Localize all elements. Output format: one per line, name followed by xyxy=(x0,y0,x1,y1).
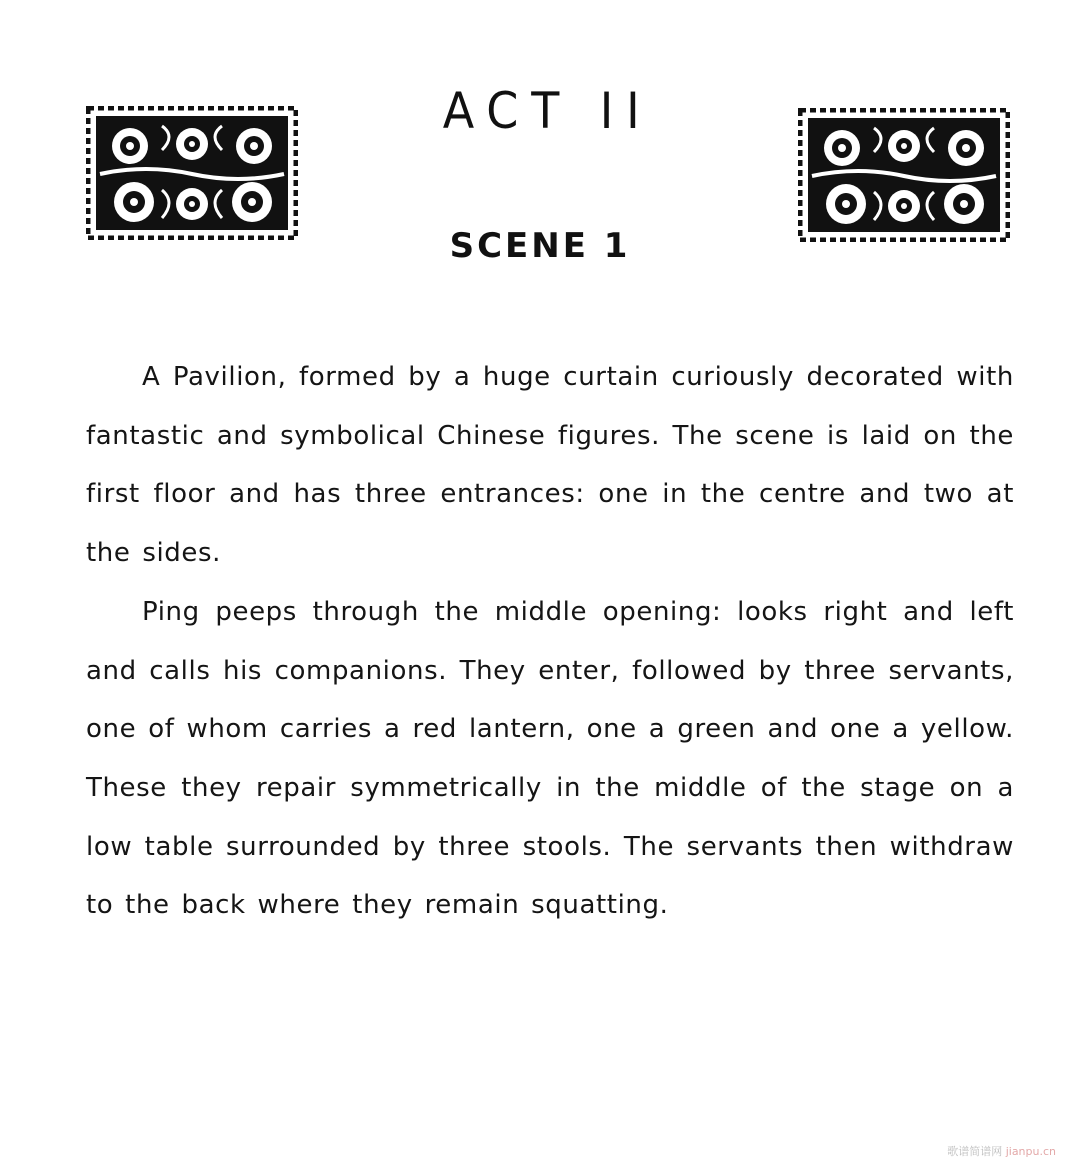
site-watermark xyxy=(947,1143,1056,1159)
act-title: ACT II xyxy=(442,82,653,140)
stage-directions xyxy=(86,348,1014,935)
watermark-site-name: 歌谱简谱网 xyxy=(947,1145,1003,1158)
paragraph-pavilion: A Pavilion, formed by a huge curtain curiously decorated with fantastic and symbolical Chinese figures. The scene is laid on the first floor and has three entrances: one in the centre and two at the sides. xyxy=(86,362,1014,569)
watermark-url: jianpu.cn xyxy=(1005,1145,1056,1158)
paragraph-ping-enters: Ping peeps through the middle opening: looks right and left and calls his companions. They enter, followed by three servants, one of whom carries a red lantern, one a green and one a yellow. These they repair symmetrically in the middle of the stage on a low table surrounded by three stools. The servants then withdraw to the back where they remain squatting. xyxy=(86,596,1014,921)
scene-title: SCENE 1 xyxy=(449,226,631,266)
